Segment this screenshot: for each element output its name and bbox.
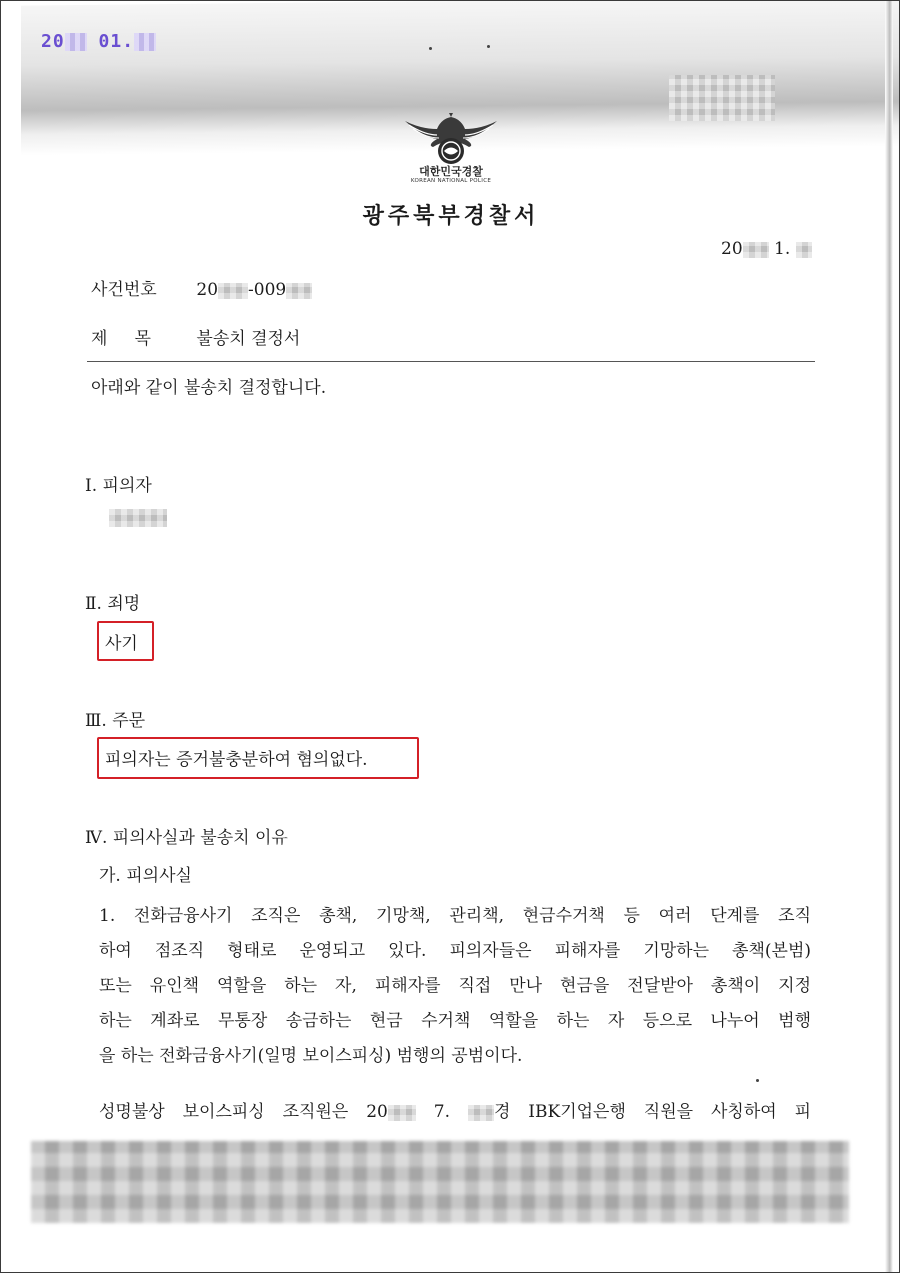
paragraph-line: 하여 점조직 형태로 운영되고 있다. 피의자들은 피해자를 기망하는 총책(본범) bbox=[99, 941, 811, 961]
redaction-block bbox=[796, 242, 812, 258]
case-number-prefix: 20 bbox=[196, 280, 219, 300]
section-order-heading: Ⅲ. 주문 bbox=[85, 711, 146, 731]
agency-title: 광주북부경찰서 bbox=[362, 203, 540, 229]
paragraph-line: 또는 유인책 역할을 하는 자, 피해자를 직접 만나 현금을 전달받아 총책이 지정 bbox=[99, 976, 811, 996]
section-facts-heading: Ⅳ. 피의사실과 불송치 이유 bbox=[85, 828, 288, 848]
redaction-block bbox=[31, 1141, 849, 1223]
paragraph-month: 7. bbox=[433, 1102, 451, 1122]
section-charge-heading: Ⅱ. 죄명 bbox=[85, 594, 141, 614]
charge-highlight-box bbox=[97, 621, 154, 661]
emblem-english-text: KOREAN NATIONAL POLICE bbox=[410, 178, 492, 184]
header-divider bbox=[87, 361, 815, 362]
intro-sentence: 아래와 같이 불송치 결정합니다. bbox=[91, 378, 327, 398]
subject-value: 불송치 결정서 bbox=[196, 329, 301, 349]
police-eagle-emblem-icon bbox=[403, 111, 499, 171]
subject-row bbox=[91, 324, 300, 349]
case-number-row bbox=[91, 275, 312, 300]
paragraph-line bbox=[99, 1095, 811, 1130]
facts-paragraph-1 bbox=[99, 899, 811, 1074]
facts-sub-heading: 가. 피의사실 bbox=[99, 866, 192, 886]
case-number-label: 사건번호 bbox=[91, 280, 157, 300]
paragraph-text: 성명불상 보이스피싱 조직원은 20 bbox=[99, 1102, 388, 1122]
paragraph-text: 경 IBK기업은행 직원을 사칭하여 피 bbox=[493, 1102, 812, 1122]
subject-label: 제 목 bbox=[91, 329, 151, 349]
scanner-edge bbox=[885, 1, 893, 1273]
redaction-block bbox=[388, 1105, 416, 1121]
scan-speck bbox=[429, 47, 432, 50]
paragraph-line: 을 하는 전화금융사기(일명 보이스피싱) 범행의 공범이다. bbox=[99, 1046, 523, 1066]
redaction-block bbox=[109, 509, 167, 527]
paragraph-line: 1. 전화금융사기 조직은 총책, 기망책, 관리책, 현금수거책 등 여러 단계를 조직 bbox=[99, 906, 811, 926]
redaction-block bbox=[218, 283, 248, 299]
scan-speck bbox=[487, 45, 490, 48]
redaction-block bbox=[65, 33, 87, 51]
redaction-block bbox=[669, 75, 775, 121]
redaction-block bbox=[468, 1105, 494, 1121]
facts-paragraph-2 bbox=[99, 1095, 811, 1130]
stamp-year: 20 bbox=[41, 31, 65, 52]
order-highlight-box bbox=[97, 737, 419, 779]
scan-speck bbox=[756, 1079, 759, 1082]
paragraph-line: 하는 계좌로 무통장 송금하는 현금 수거책 역할을 하는 자 등으로 나누어 범행 bbox=[99, 1011, 811, 1031]
order-value: 피의자는 증거불충분하여 혐의없다. bbox=[105, 750, 368, 770]
redaction-block bbox=[134, 33, 156, 51]
case-number-mid: -009 bbox=[248, 280, 287, 300]
document-date bbox=[721, 239, 812, 259]
stamp-month: 01. bbox=[98, 31, 135, 52]
redaction-block bbox=[286, 283, 312, 299]
date-year: 20 bbox=[721, 239, 743, 259]
received-date-stamp bbox=[41, 31, 156, 52]
redaction-block bbox=[743, 242, 769, 258]
section-suspect-heading: Ⅰ. 피의자 bbox=[85, 476, 152, 496]
date-month: 1. bbox=[774, 239, 791, 259]
charge-value: 사기 bbox=[105, 634, 138, 654]
emblem-korean-text: 대한민국경찰 bbox=[419, 165, 483, 178]
